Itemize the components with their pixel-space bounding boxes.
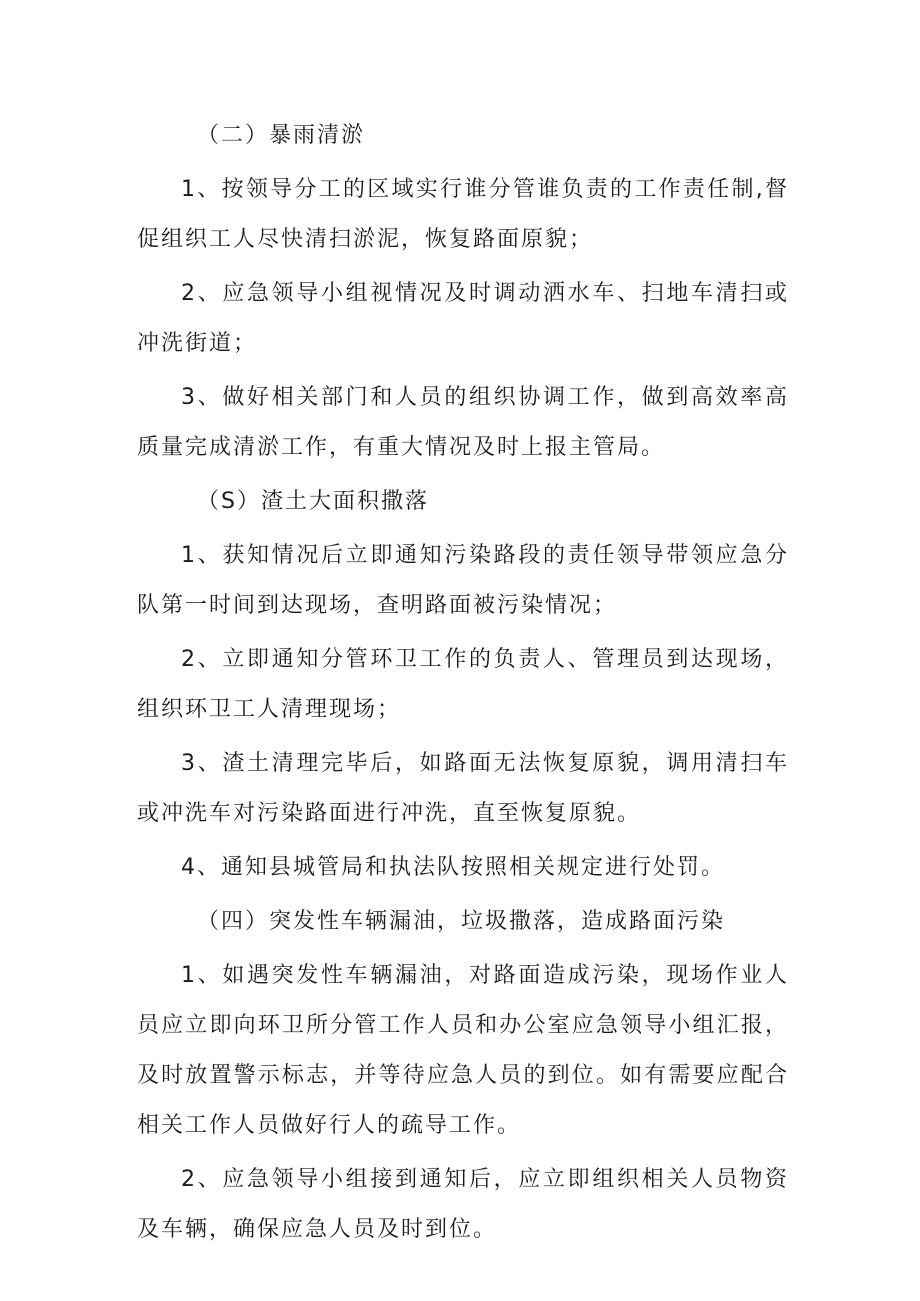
paragraph-item: 2、应急领导小组视情况及时调动洒水车、扫地车清扫或冲洗街道； [137,281,789,356]
document-body [137,111,789,1259]
section-heading-oil-leak: （四）突发性车辆漏油，垃圾撒落，造成路面污染 [197,909,726,934]
section-heading-spill: （S）渣土大面积撒落 [197,489,429,514]
paragraph-item: 1、如遇突发性车辆漏油，对路面造成污染，现场作业人员应立即向环卫所分管工作人员和办公室应急领导小组汇报，及时放置警示标志，并等待应急人员的到位。如有需要应配合相关工作人员做好行人的疏导工作。 [137,963,789,1138]
paragraph-item: 4、通知县城管局和执法队按照相关规定进行处罚。 [181,855,725,880]
paragraph-item: 2、应急领导小组接到通知后，应立即组织相关人员物资及车辆，确保应急人员及时到位。 [137,1167,789,1242]
paragraph-item: 2、立即通知分管环卫工作的负责人、管理员到达现场，组织环卫工人清理现场； [137,647,789,722]
paragraph-item: 3、渣土清理完毕后，如路面无法恢复原貌，调用清扫车或冲洗车对污染路面进行冲洗，直至恢复原貌。 [137,751,789,826]
paragraph-item: 1、按领导分工的区域实行谁分管谁负责的工作责任制,督促组织工人尽快清扫淤泥，恢复路面原貌； [137,177,789,252]
paragraph-item: 1、获知情况后立即通知污染路段的责任领导带领应急分队第一时间到达现场，查明路面被污染情况； [137,543,789,618]
paragraph-item: 3、做好相关部门和人员的组织协调工作，做到高效率高质量完成清淤工作，有重大情况及时上报主管局。 [137,385,789,460]
section-heading-storm-cleanup: （二）暴雨清淤 [197,123,366,148]
